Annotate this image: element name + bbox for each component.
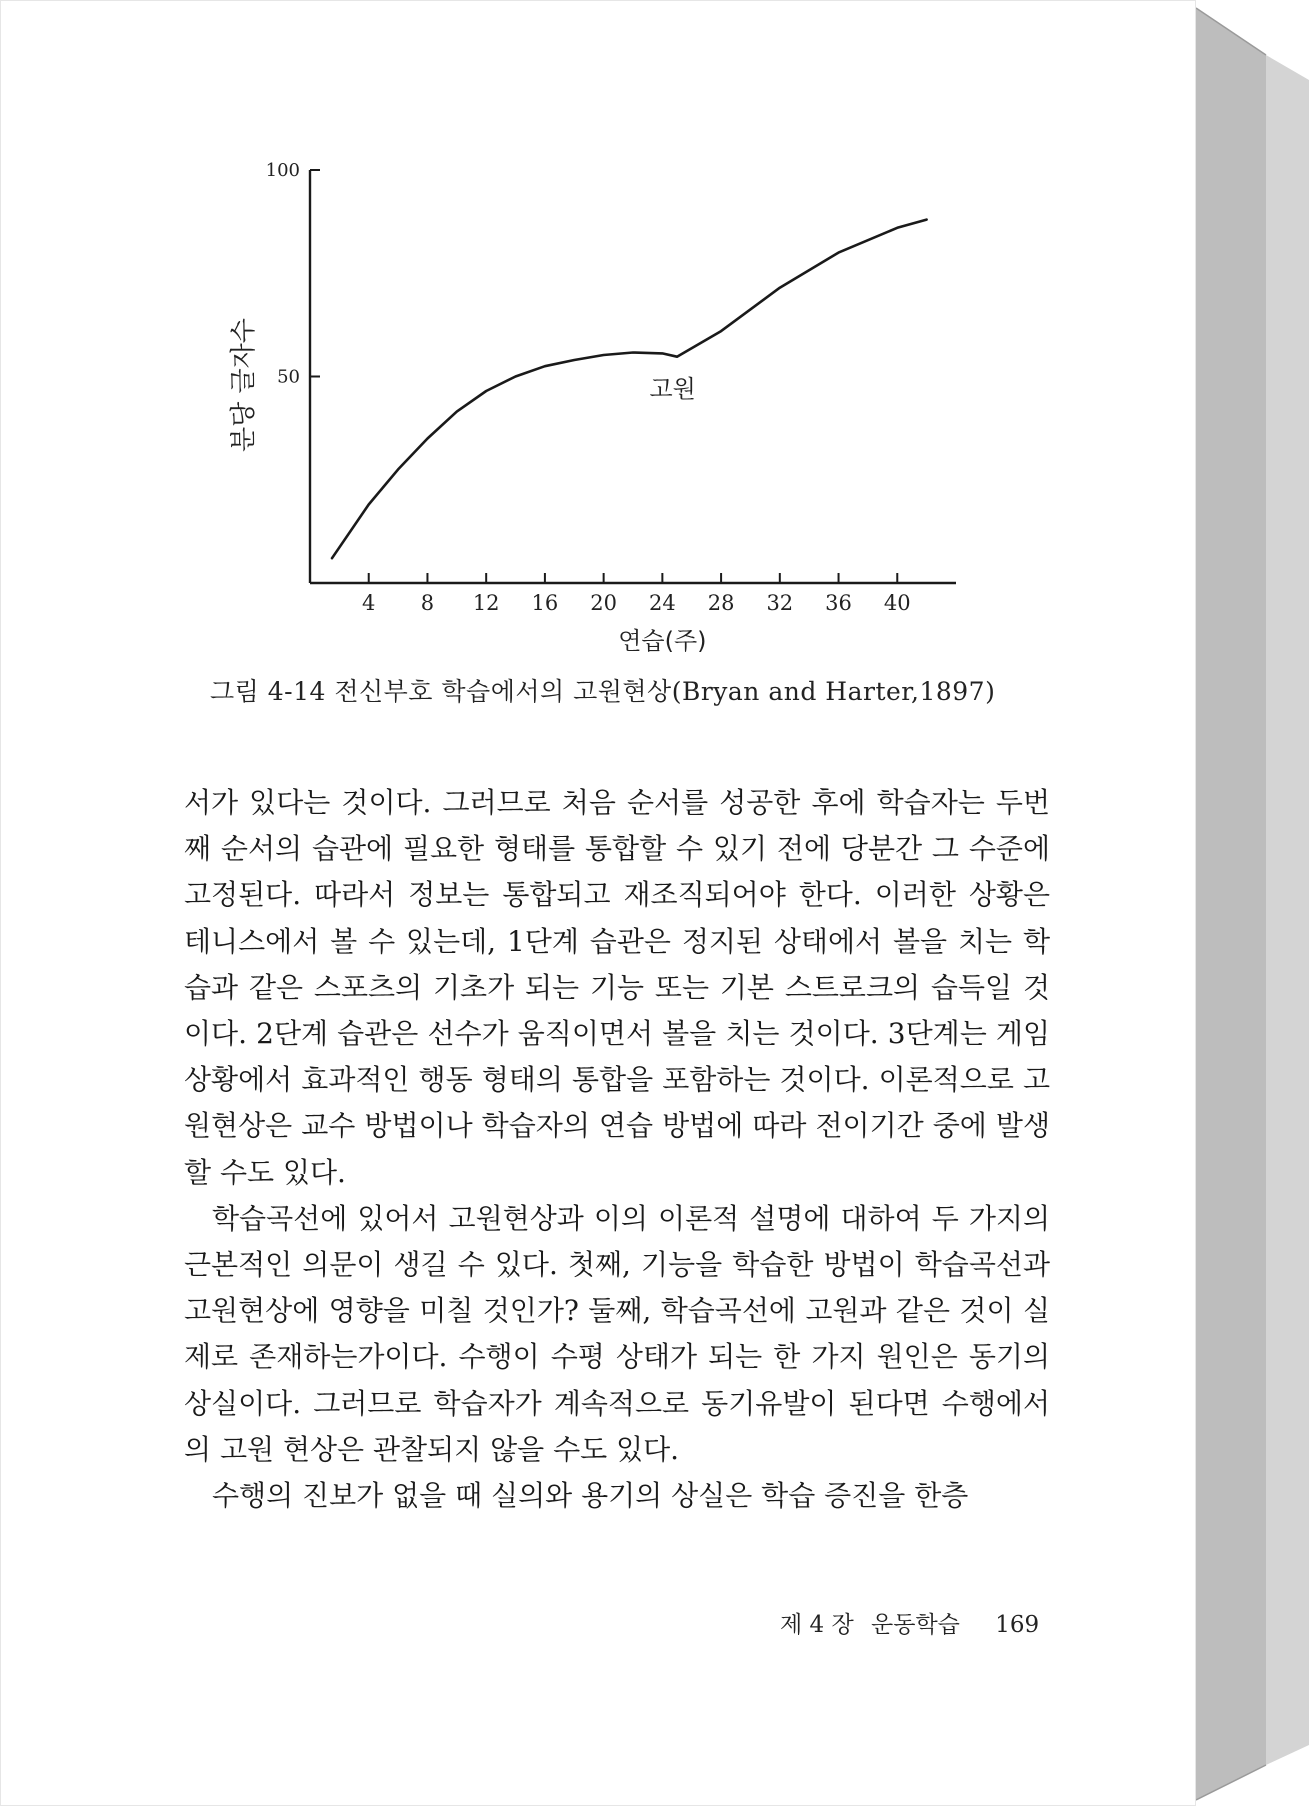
y-tick-label: 100 (265, 160, 300, 181)
paragraph: 서가 있다는 것이다. 그러므로 처음 순서를 성공한 후에 학습자는 두번째 순서의 습관에 필요한 형태를 통합할 수 있기 전에 당분간 그 수준에 고정된다. 따라서 정보는 통합되고 재조직되어야 한다. 이러한 상황은 테니스에서 볼 수 있는데, 1단계 습관은 정지된 상태에서 볼을 치는 학습과 같은 스포츠의 기초가 되는 기능 또는 기본 스트로크의 습득일 것이다. 2단계 습관은 선수가 움직이면서 볼을 치는 것이다. 3단계는 게임 상황에서 효과적인 행동 형태의 통합을 포함하는 것이다. 이론적으로 고원현상은 교수 방법이나 학습자의 연습 방법에 따라 전이기간 중에 발생할 수도 있다. (184, 786, 1050, 1189)
page-footer (780, 1606, 1080, 1639)
plateau-annotation: 고원 (649, 374, 696, 403)
y-tick-label: 50 (277, 366, 300, 388)
x-tick-label: 32 (766, 591, 794, 615)
x-tick-label: 8 (420, 591, 435, 615)
x-tick-label: 36 (825, 591, 852, 615)
page-number: 169 (995, 1612, 1040, 1638)
x-axis-label: 연습(주) (618, 627, 707, 655)
chapter-title: 운동학습 (871, 1612, 960, 1638)
x-tick-label: 12 (472, 591, 500, 615)
paragraph: 수행의 진보가 없을 때 실의와 용기의 상실은 학습 증진을 한층 (212, 1479, 969, 1513)
learning-curve-chart (0, 0, 1196, 660)
figure-caption: 그림 4-14 전신부호 학습에서의 고원현상(Bryan and Harter,1897) (210, 677, 996, 706)
book-page-edge (1196, 0, 1309, 1806)
chart-ticks (266, 160, 911, 615)
x-tick-label: 40 (883, 591, 911, 615)
chapter-label: 제 4 장 (780, 1612, 854, 1638)
body-text (184, 780, 1050, 1519)
x-tick-label: 28 (707, 591, 735, 615)
x-tick-label: 16 (531, 591, 559, 615)
x-tick-label: 24 (648, 591, 676, 615)
paragraph: 학습곡선에 있어서 고원현상과 이의 이론적 설명에 대하여 두 가지의 근본적인 의문이 생길 수 있다. 첫째, 기능을 학습한 방법이 학습곡선과 고원현상에 영향을 미칠 것인가? 둘째, 학습곡선에 고원과 같은 것이 실제로 존재하는가이다. 수행이 수평 상태가 되는 한 가지 원인은 동기의 상실이다. 그러므로 학습자가 계속적으로 동기유발이 된다면 수행에서의 고원 현상은 관찰되지 않을 수도 있다. (184, 1201, 1050, 1466)
x-tick-label: 4 (362, 591, 376, 615)
chart-axes (310, 170, 956, 583)
x-tick-label: 20 (590, 591, 618, 615)
y-axis-label: 분당 글자수 (229, 318, 259, 452)
series-line (332, 220, 927, 559)
